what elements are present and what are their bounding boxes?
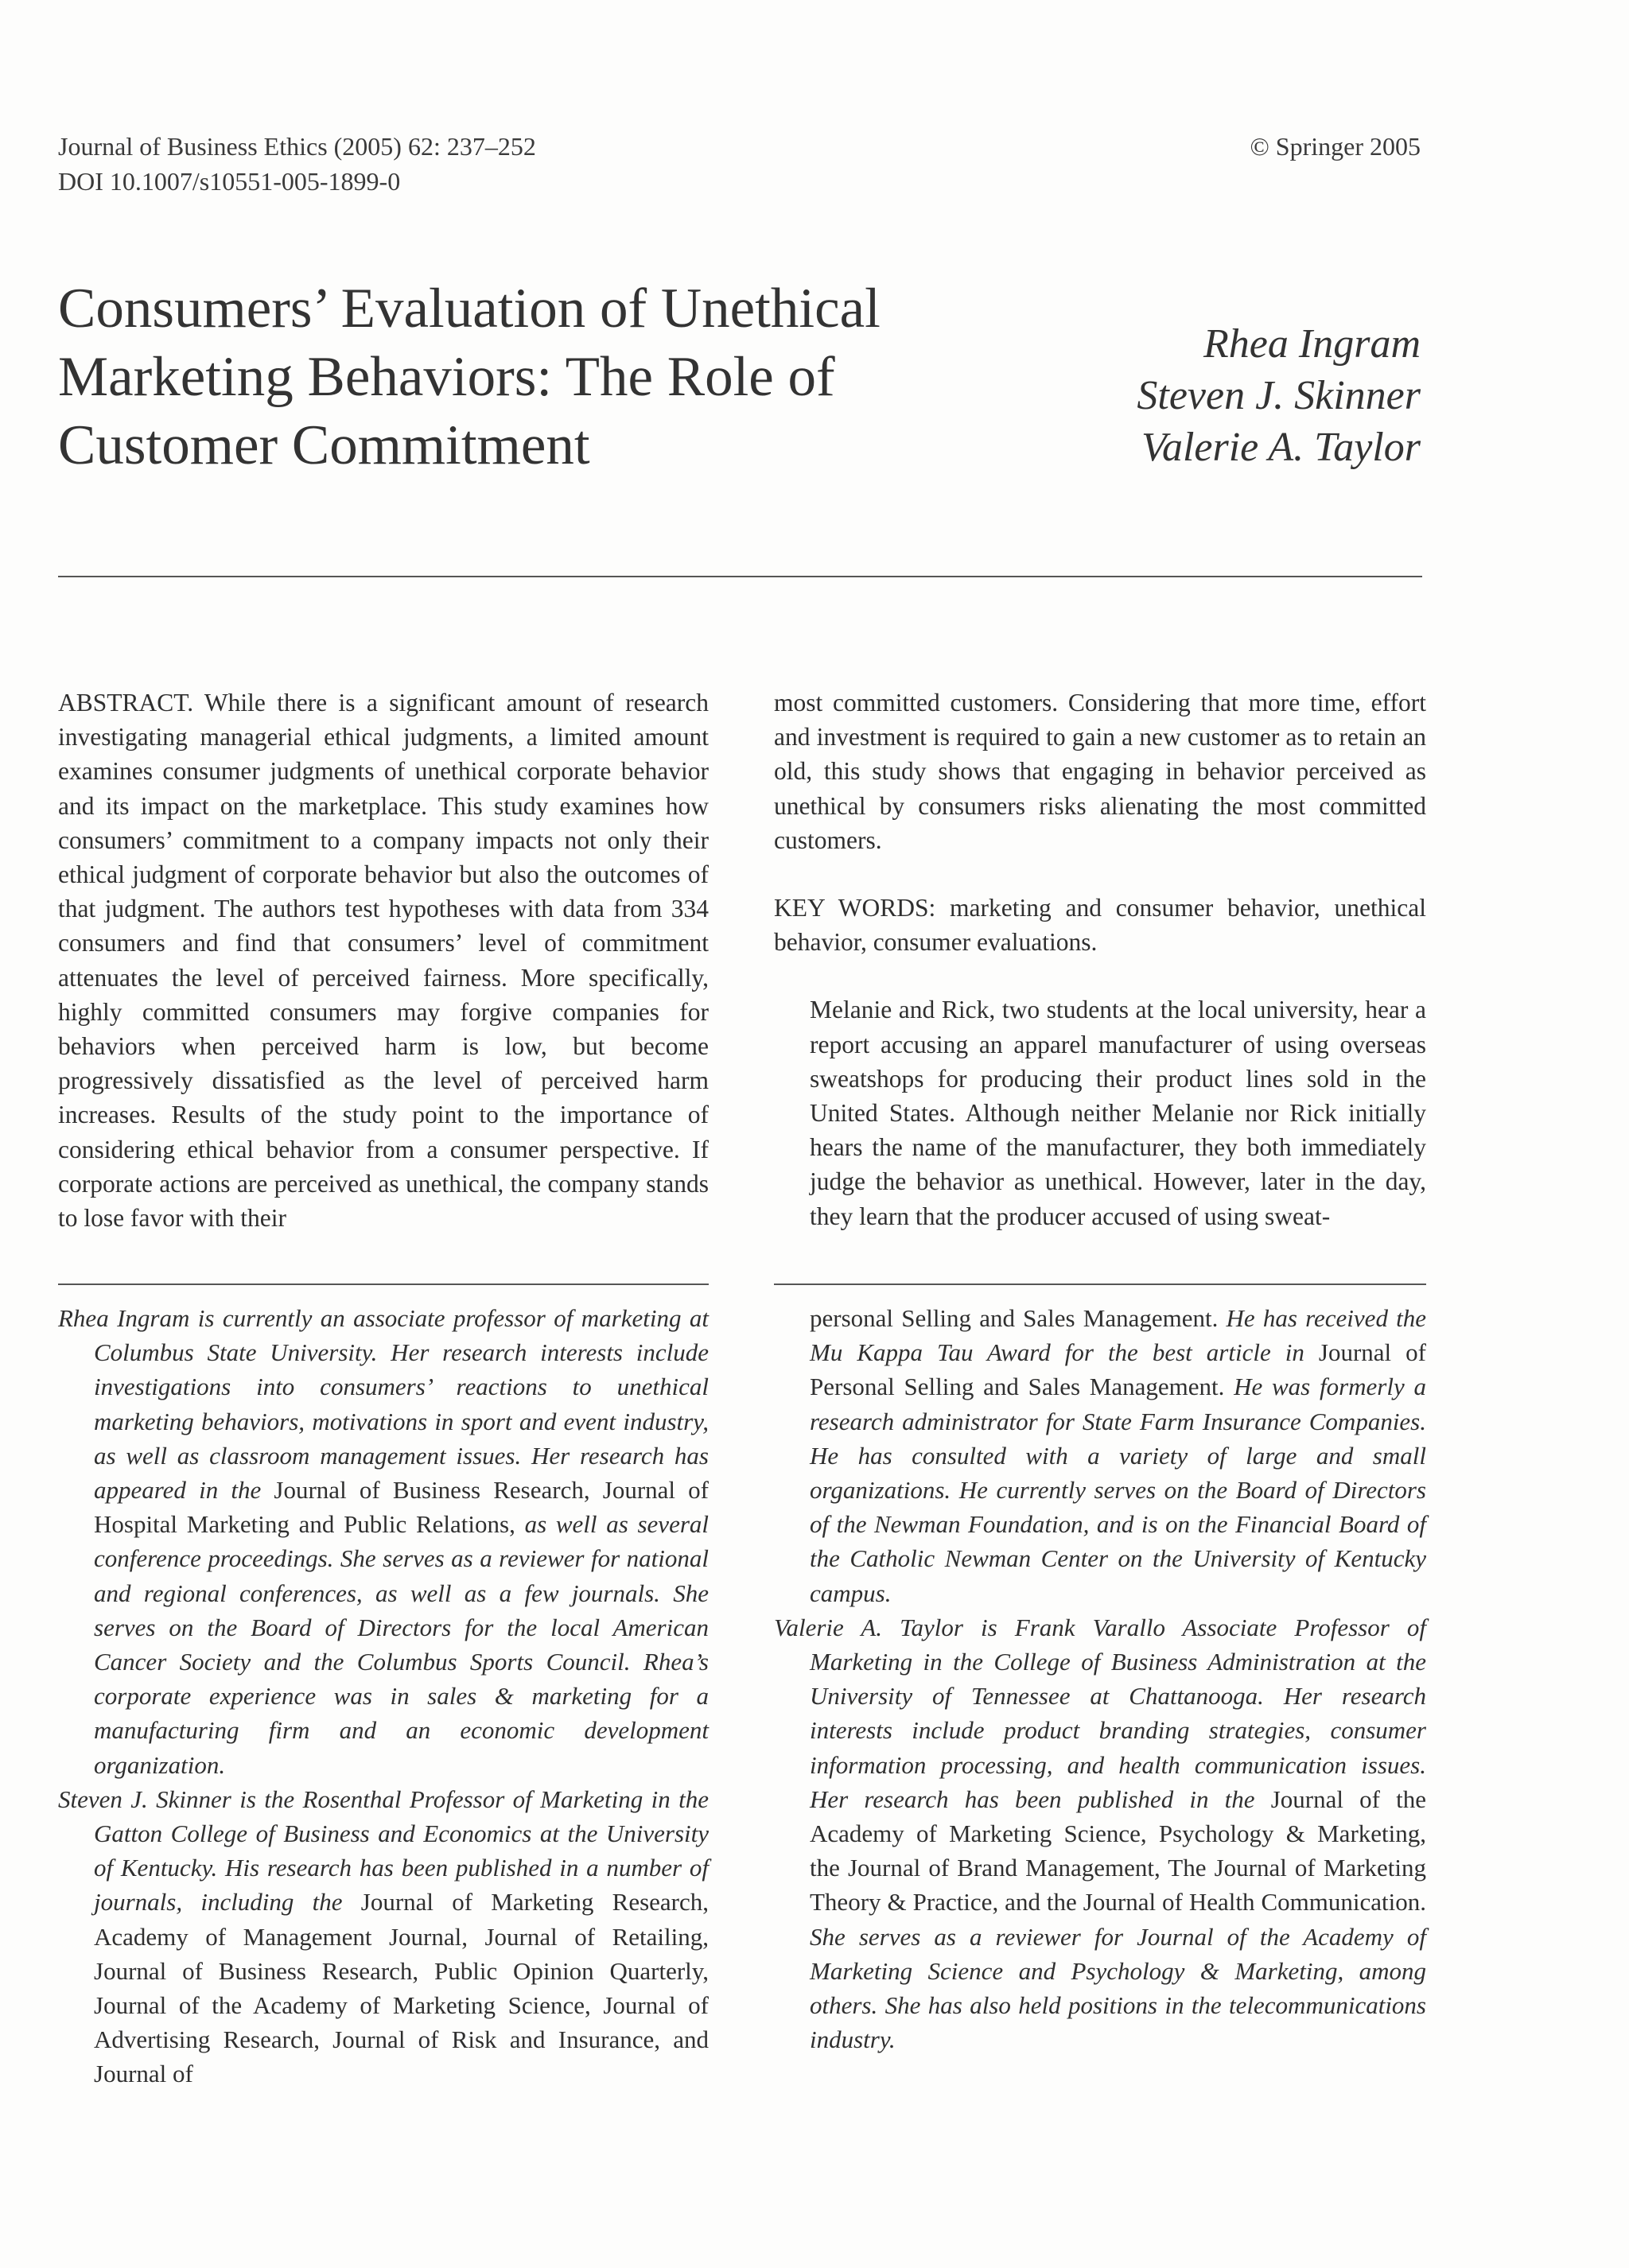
title-line-3: Customer Commitment xyxy=(58,414,590,476)
right-text-column xyxy=(774,685,1426,1233)
abstract-continued: most committed customers. Considering that more time, effort and investment is required to gain a new customer as to retain an old, this study shows that engaging in behavior perceived as unethical by consumers risks alienating the most committed customers. xyxy=(774,689,1426,854)
journal-citation xyxy=(58,129,536,199)
author-name: Steven J. Skinner xyxy=(1137,373,1421,418)
paper-title xyxy=(58,274,933,480)
footnote-divider-left xyxy=(58,1284,709,1285)
footnote-divider-right xyxy=(774,1284,1426,1285)
abstract-text: ABSTRACT. While there is a significant amount of research investigating managerial ethical judgments, a limited amount examines consumer judgments of unethical corporate behavior and its impact on the marketplace. This study examines how consumers’ commitment to a company impacts not only their ethical judgment of corporate behavior but also the outcomes of that judgment. The authors test hypotheses with data from 334 consumers and find that consumers’ level of commitment attenuates the level of perceived fairness. More specifically, highly committed consumers may forgive companies for behaviors when perceived harm is low, but become progressively dissatisfied as the level of perceived harm increases. Results of the study point to the importance of considering ethical behavior from a consumer perspective. If corporate actions are perceived as unethical, the company stands to lose favor with their xyxy=(58,689,709,1233)
title-divider xyxy=(58,576,1422,577)
bio-taylor: Valerie A. Taylor is Frank Varallo Associate Professor of Marketing in the College of Business Administration at the University of Tennessee at Chattanooga. Her research interests include product branding strategies, consumer information processing, and health communication issues. Her research has been published in the Journal of the Academy of Marketing Science, Psychology & Marketing, the Journal of Brand Management, The Journal of Marketing Theory & Practice, and the Journal of Health Communication. She serves as a reviewer for Journal of the Academy of Marketing Science and Psychology & Marketing, among others. She has also held positions in the telecommunications industry. xyxy=(774,1613,1426,2054)
author-name: Valerie A. Taylor xyxy=(1141,425,1421,470)
author-list xyxy=(1137,318,1421,473)
bio-skinner-continued: personal Selling and Sales Management. He has received the Mu Kappa Tau Award for the best article in Journal of Personal Selling and Sales Management. He was formerly a research administrator for State Farm Insurance Companies. He has consulted with a variety of large and small organizations. He currently serves on the Board of Directors of the Newman Foundation, and is on the Financial Board of the Catholic Newman Center on the University of Kentucky campus. xyxy=(810,1304,1426,1607)
bio-ingram: Rhea Ingram is currently an associate professor of marketing at Columbus State University. Her research interests include investigations into consumers’ reactions to unethical marketing behaviors, motivations in sport and event industry, as well as classroom management issues. Her research has appeared in the Journal of Business Research, Journal of Hospital Marketing and Public Relations, as well as several conference proceedings. She serves as a reviewer for national and regional conferences, as well as a few journals. She serves on the Board of Directors for the local American Cancer Society and the Columbus Sports Council. Rhea’s corporate experience was in sales & marketing for a manufacturing firm and an economic development organization. xyxy=(58,1304,710,1779)
keywords: KEY WORDS: marketing and consumer behavior, unethical behavior, consumer evaluations. xyxy=(774,894,1426,957)
intro-paragraph: Melanie and Rick, two students at the local university, hear a report accusing an apparel manufacturer of using overseas sweatshops for producing their product lines sold in the United States. Although neither Melanie nor Rick initially hears the name of the manufacturer, they both immediately judge the behavior as unethical. However, later in the day, they learn that the producer accused of using sweat- xyxy=(810,996,1426,1230)
abstract-column xyxy=(58,685,709,1235)
title-line-1: Consumers’ Evaluation of Unethical xyxy=(58,278,881,340)
copyright-notice: © Springer 2005 xyxy=(1250,132,1421,161)
doi-line: DOI 10.1007/s10551-005-1899-0 xyxy=(58,167,401,196)
journal-line: Journal of Business Ethics (2005) 62: 237–252 xyxy=(58,132,536,161)
bio-column-right xyxy=(774,1301,1426,2056)
title-line-2: Marketing Behaviors: The Role of xyxy=(58,346,835,408)
bio-skinner: Steven J. Skinner is the Rosenthal Professor of Marketing in the Gatton College of Business and Economics at the University of Kentucky. His research has been published in a number of journals, including the Journal of Marketing Research, Academy of Management Journal, Journal of Retailing, Journal of Business Research, Public Opinion Quarterly, Journal of the Academy of Marketing Science, Journal of Advertising Research, Journal of Risk and Insurance, and Journal of xyxy=(58,1784,709,2088)
bio-column-left xyxy=(58,1301,709,2091)
author-name: Rhea Ingram xyxy=(1203,321,1421,367)
